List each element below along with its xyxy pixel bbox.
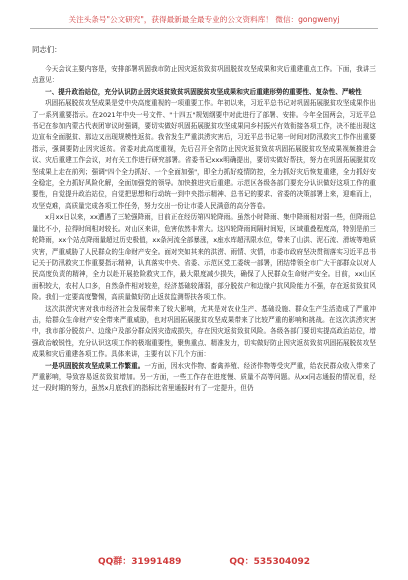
paragraph-body-2: x月xx日以来，xx遭遇了三轮强降雨，目前正在经历第四轮降雨。虽然小时降雨、集中降雨相对弱一些，但降雨总量比不小，拉得时间相对较长。对山区来讲，危害依然非常大。这四轮降雨间隔时间短，区域重叠程度高，特别是前三轮降雨，xx个站点降雨量超过历史极值，xx条河流全部暴涨，x座水库超汛限水位，带来了山洪、泥石流、滑坡等地质灾害，严重威胁了人民群众的生命财产安全。面对突如其来的洪涝、雨情、灾情，市委市政府坚决贯彻落实习近平总书记关于防汛救灾工作重要指示精神，认真落实中央、省委、示范区党工委统一部署，团结带领全市广大干部群众以对人民高度负责的精神，全力以赴开展抢险救灾工作，最大限度减少损失，确保了人民群众生命财产安全。目前，xx山区面积较大，农村人口多，自然条件相对较差，经济基础较薄弱，部分脱贫户和边缘户抗风险能力不强，存在返贫致贫风险。我们一定要高度警惕，高质量做好防止返贫监测帮扶各项工作。 — [32, 213, 376, 302]
paragraph-intro: 今天会议主要内容是，安排部署巩固我市防止因灾返贫致贫巩固脱贫攻坚成果和灾后重建重点工作。下面，我讲三点意见： — [32, 65, 376, 85]
paragraph-point-1 — [32, 361, 376, 395]
paragraph-body-3: 这次洪涝灾害对我市经济社会发展带来了较大影响，尤其是对农业生产、基础设施、群众生产生活造成了严重冲击，给群众生命财产安全带来严重威胁，也对巩固拓展脱贫攻坚成果带来了比较严重的影响和挑战。在这次洪涝灾害中，我市部分脱贫户、边缘户及部分群众因灾造成损失，存在因灾返贫致贫风险。各级各部门要切实提高政治站位，增强政治敏锐性，充分认识这项工作的极端重要性，聚焦重点、精准发力，切实做好防止因灾返贫致贫巩固拓展脱贫攻坚成果和灾后重建各项工作。具体来讲，主要有以下几个方面： — [32, 304, 376, 359]
point-1-lead: 一是巩固脱贫攻坚成果工作繁重。 — [45, 361, 145, 370]
header-divider — [30, 28, 378, 29]
contact-footer — [30, 555, 378, 569]
qq-number: QQ：535304092 — [229, 557, 311, 567]
promo-banner: 关注头条号"公文研究"，获得最新最全最专业的公文资料库！ 微信：gongwenyj — [68, 15, 340, 24]
document-body — [32, 44, 376, 549]
point-1-text: 一方面，因水灾作物、畜禽养殖、经济作物等受灾严重，给农民群众收入带来了严重影响，导致容易返贫致贫增加。另一方面，一些工作存在进度慢、质量不高等问题。从xx同志通报的情况看，经过一段时期的努力，虽然x月底我们的指标比省里通报时有了一定提升，但仍 — [32, 361, 376, 393]
salutation: 同志们： — [32, 45, 62, 54]
section-heading-1: 一、提升政治站位，充分认识防止因灾返贫致贫巩固脱贫攻坚成果和灾后重建形势的重要性、复杂性、严峻性 — [45, 87, 362, 96]
qq-group-number: QQ群：31991489 — [97, 557, 182, 567]
paragraph-body-1: 巩固拓展脱贫攻坚成果是党中央高度重视的一项重要工作。年初以来，习近平总书记对巩固拓展脱贫攻坚成果作出了一系列重要指示。在2021年中央一号文件、"十四五"规划纲要中对此进行了部署、安排。今年全国两会，习近平总书记在参加内蒙古代表团审议时强调，要切实做好巩固拓展脱贫攻坚成果同乡村振兴有效衔接各项工作，决不能出现这边宣布全面脱贫、那边又出现规模性返贫。我省发生严重洪涝灾害后，习近平总书记第一时间对防汛救灾工作作出重要指示，强调要防止因灾返贫。省委对此高度重视，先后召开全省防止因灾返贫致贫巩固拓展脱贫攻坚成果视频推进会议、灾后重建工作会议，对有关工作进行研究部署。省委书记xxx明确提出，要切实做好帮扶，努力在巩固拓展脱贫攻坚成果上走在前列；强调"四个全力抓好、一个全面加强"，即全力抓好疫情防控，全力抓好灾后恢复重建，全力抓好安全稳定，全力抓好风险化解，全面加强党的领导。加快推进灾后重建。示范区各级各部门要充分认识做好这项工作的重要性，自觉提升政治站位，自觉把思想和行动统一到中央指示精神、总书记的要求、省委的决策部署上来，迎难而上，攻坚克难，高质量完成各项工作任务，努力交出一份让市委人民满意的高分答卷。 — [32, 99, 376, 210]
